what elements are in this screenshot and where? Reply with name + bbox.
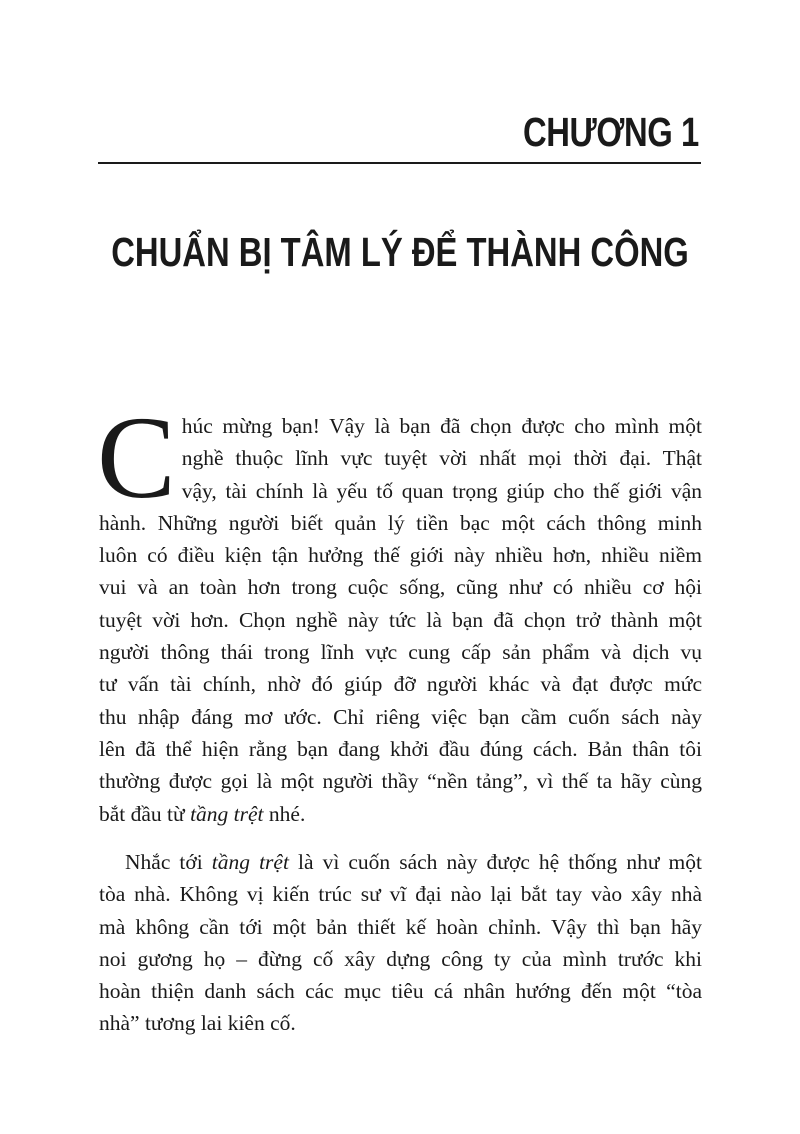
paragraph-2-line: tòa nhà. Không vị kiến trúc sư vĩ đại nào lại bắt tay vào xây nhà — [99, 882, 702, 907]
paragraph-1-line: tư vấn tài chính, nhờ đó giúp đỡ người khác và đạt được mức — [99, 672, 702, 697]
text-run: Nhắc tới — [125, 850, 212, 874]
paragraph-1 — [97, 392, 702, 830]
paragraph-1-line: tuyệt vời hơn. Chọn nghề này tức là bạn đã chọn trở thành một — [99, 607, 702, 632]
paragraph-1-line: người thông thái trong lĩnh vực cung cấp sản phẩm và dịch vụ — [99, 640, 702, 665]
paragraph-1-line: húc mừng bạn! Vậy là bạn đã chọn được cho mình một — [181, 414, 702, 438]
paragraph-1-line: luôn có điều kiện tận hưởng thế giới này nhiều hơn, nhiều niềm — [99, 543, 702, 568]
paragraph-1-line: vui và an toàn hơn trong cuộc sống, cũng như có nhiều cơ hội — [99, 575, 702, 600]
text-run: bắt đầu từ — [99, 801, 191, 826]
paragraph-2-line: hoàn thiện danh sách các mục tiêu cá nhân hướng đến một “tòa — [99, 979, 702, 1004]
paragraph-1-line: vậy, tài chính là yếu tố quan trọng giúp cho thế giới vận — [181, 478, 702, 503]
italic-term: tầng trệt — [190, 801, 264, 826]
paragraph-1-line: lên đã thể hiện rằng bạn đang khởi đầu đúng cách. Bản thân tôi — [99, 736, 702, 761]
paragraph-1-line: nghề thuộc lĩnh vực tuyệt vời nhất mọi thời đại. Thật — [181, 446, 702, 471]
drop-cap: C — [97, 392, 176, 523]
text-run: nhé. — [263, 801, 306, 826]
paragraph-2-last-line: nhà” tương lai kiên cố. — [99, 1011, 296, 1036]
paragraph-1-line: thường được gọi là một người thầy “nền tảng”, vì thế ta hãy cùng — [99, 769, 702, 794]
paragraph-2-line: mà không cần tới một bản thiết kế hoàn chỉnh. Vậy thì bạn hãy — [99, 914, 702, 939]
chapter-label: CHƯƠNG 1 — [523, 109, 699, 155]
paragraph-1-last-line — [99, 798, 702, 830]
paragraph-2 — [99, 846, 702, 1040]
paragraph-1-line: thu nhập đáng mơ ước. Chỉ riêng việc bạn cầm cuốn sách này — [99, 704, 702, 729]
paragraph-1-line: hành. Những người biết quản lý tiền bạc một cách thông minh — [99, 510, 702, 535]
text-run: là vì cuốn sách này được hệ thống như một — [288, 850, 702, 874]
chapter-rule — [98, 162, 701, 164]
italic-term: tầng trệt — [211, 850, 289, 874]
chapter-title — [0, 229, 800, 275]
paragraph-2-line: noi gương họ – đừng cố xây dựng công ty của mình trước khi — [99, 946, 702, 971]
paragraph-2-first-line — [99, 846, 702, 878]
chapter-title-text: CHUẨN BỊ TÂM LÝ ĐỂ THÀNH CÔNG — [111, 229, 689, 275]
